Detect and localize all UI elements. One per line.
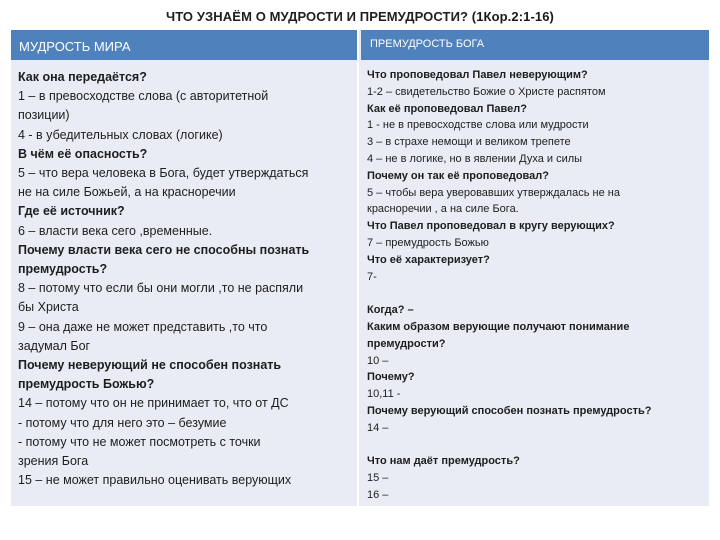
left-column-line: не на силе Божьей, а на красноречии: [18, 185, 236, 200]
left-column-line: 5 – что вера человека в Бога, будет утверждаться: [18, 166, 309, 181]
right-column-line: 1 - не в превосходстве слова или мудрости: [367, 119, 589, 132]
left-column-line: премудрость Божью?: [18, 377, 155, 392]
right-column-line: [367, 437, 709, 454]
right-column-line: 14 –: [367, 421, 389, 434]
right-column-line: Как её проповедовал Павел?: [367, 102, 527, 115]
right-column-header: ПРЕМУДРОСТЬ БОГА: [361, 30, 709, 60]
right-column-line: 4 – не в логике, но в явлении Духа и силы: [367, 152, 583, 165]
left-column-line: бы Христа: [18, 300, 79, 315]
left-column-line: 4 - в убедительных словах (логике): [18, 127, 223, 142]
right-column-line: Когда? –: [367, 304, 414, 317]
left-column-line: 1 – в превосходстве слова (с авторитетной: [18, 89, 269, 104]
right-column-line: Что Павел проповедовал в кругу верующих?: [367, 220, 615, 233]
slide-title: [0, 9, 720, 24]
right-column-line: 3 – в страхе немощи и великом трепете: [367, 136, 571, 149]
right-column-line: Почему верующий способен познать премудрость?: [367, 404, 652, 417]
right-column-line: Что нам даёт премудрость?: [367, 455, 520, 468]
left-column-line: 8 – потому что если бы они могли ,то не распяли: [18, 281, 304, 296]
right-column-line: 7 – премудрость Божью: [367, 236, 489, 249]
right-column-line: красноречии , а на силе Бога.: [367, 203, 519, 216]
right-column-line: 7-: [367, 270, 377, 283]
right-column-body: [361, 62, 709, 506]
left-column-line: позиции): [18, 108, 70, 123]
left-column-line: Почему власти века сего не способны познать: [18, 242, 310, 257]
right-column-line: Почему он так её проповедовал?: [367, 169, 549, 182]
left-column-line: - потому что для него это – безумие: [18, 415, 227, 430]
right-column-line: 10 –: [367, 354, 389, 367]
left-column-body: [11, 62, 359, 506]
title-text: ЧТО УЗНАЁМ О МУДРОСТИ И ПРЕМУДРОСТИ?: [165, 9, 469, 24]
left-column-line: 9 – она даже не может представить ,то что: [18, 319, 268, 334]
left-column-line: Где её источник?: [18, 204, 125, 219]
right-column-line: Что её характеризует?: [367, 253, 490, 266]
comparison-table: [11, 30, 709, 506]
right-column-line: Каким образом верующие получают понимание: [367, 320, 630, 333]
right-column-line: Почему?: [367, 371, 415, 384]
left-column-header: МУДРОСТЬ МИРА: [11, 30, 359, 60]
left-column-line: зрения Бога: [18, 454, 89, 469]
left-column-line: 14 – потому что он не принимает то, что от ДС: [18, 396, 289, 411]
left-column-line: премудрость?: [18, 262, 108, 277]
left-column-line: Как она передаётся?: [18, 70, 147, 84]
right-column-line: 5 – чтобы вера уверовавших утверждалась не на: [367, 186, 620, 199]
left-column-line: В чём её опасность?: [18, 146, 148, 161]
right-column-line: [367, 285, 709, 302]
title-reference: (1Кор.2:1-16): [471, 9, 554, 24]
right-column-line: Что проповедовал Павел неверующим?: [367, 69, 588, 81]
right-column-line: 16 –: [367, 488, 389, 501]
right-column-line: 1-2 – свидетельство Божие о Христе распятом: [367, 85, 606, 98]
left-column-line: 6 – власти века сего ,временные.: [18, 223, 213, 238]
left-column-line: 15 – не может правильно оценивать верующих: [18, 473, 292, 488]
left-column-line: задумал Бог: [18, 338, 91, 353]
left-column-line: - потому что не может посмотреть с точки: [18, 434, 261, 449]
left-column-line: Почему неверующий не способен познать: [18, 358, 282, 373]
right-column-line: 15 –: [367, 472, 389, 485]
right-column-line: 10,11 -: [367, 388, 401, 401]
right-column-line: премудрости?: [367, 337, 446, 350]
